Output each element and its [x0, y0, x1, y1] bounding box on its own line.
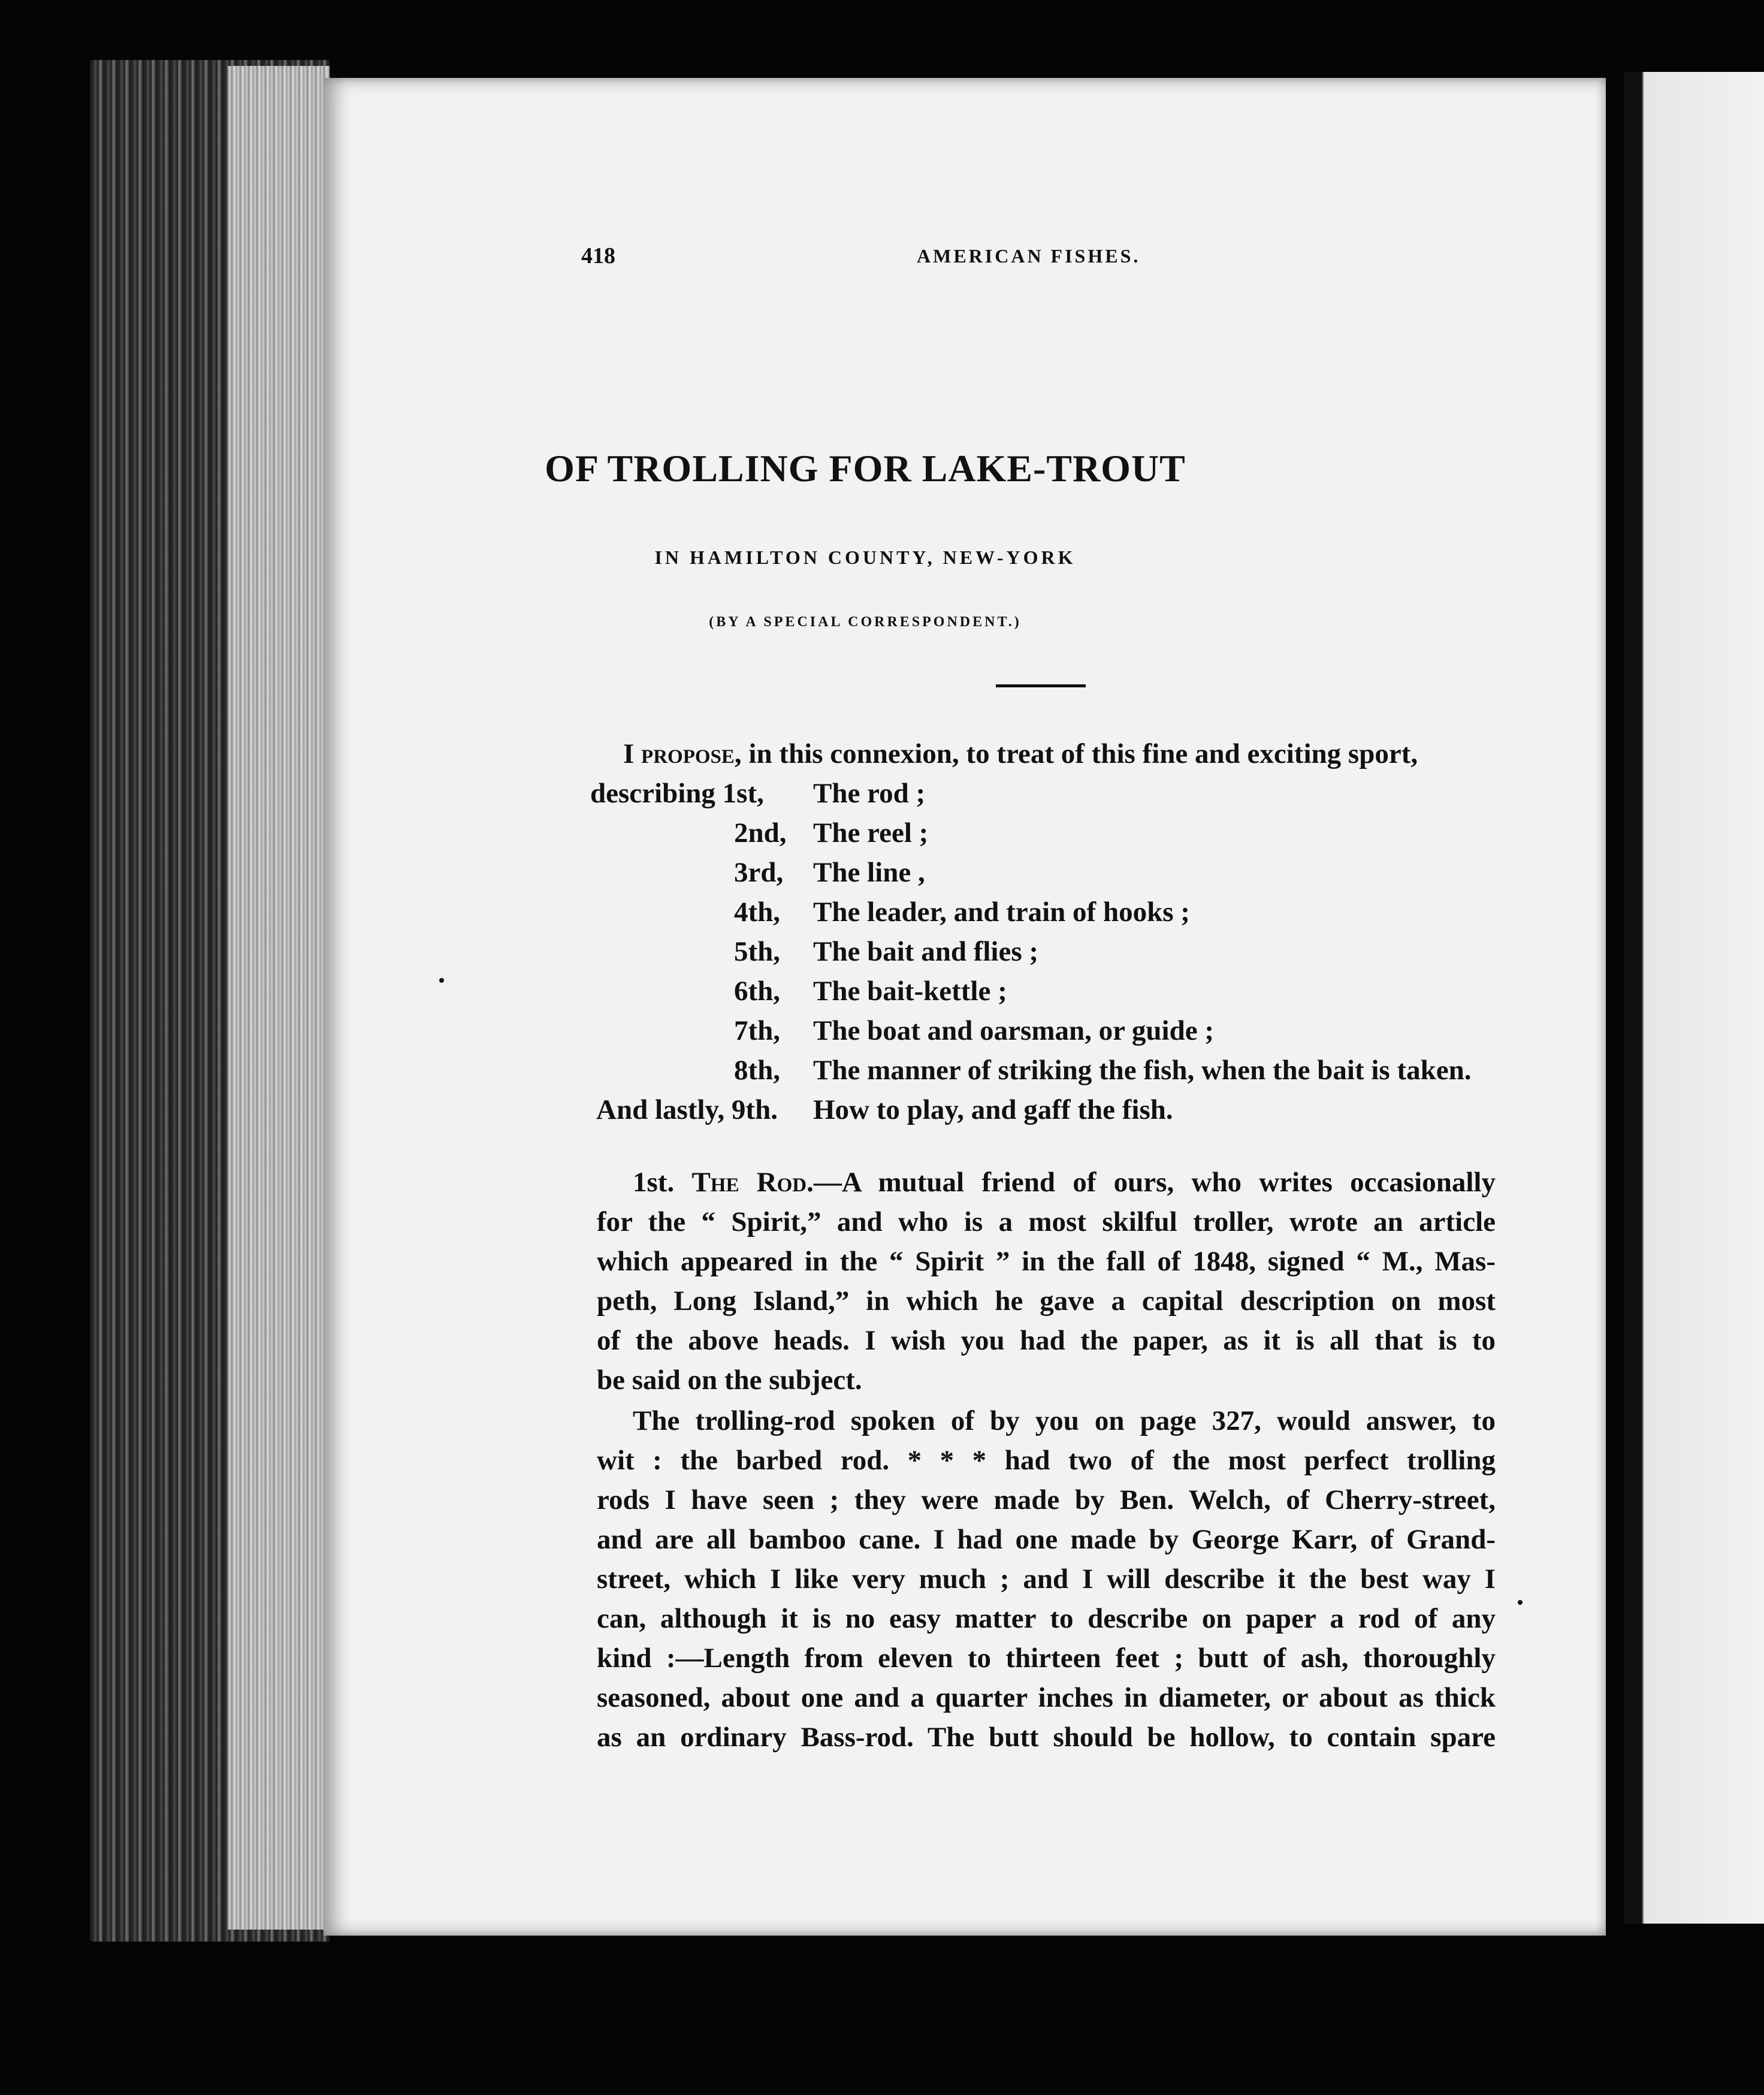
intro-line — [623, 734, 1418, 774]
list-item-number: 4th, — [734, 896, 781, 928]
list-item — [590, 892, 1549, 932]
para-line: rods I have seen ; they were made by Ben. Welch, of Cherry-street, — [597, 1484, 1496, 1516]
intro-lead: I propose — [623, 738, 735, 769]
para-line: of the above heads. I wish you had the paper, as it is all that is to — [597, 1325, 1496, 1356]
section-number: 1st. — [633, 1167, 675, 1198]
list-item-text: The line , — [813, 857, 925, 888]
para-line: The trolling-rod spoken of by you on page 327, would answer, to — [633, 1405, 1496, 1436]
para-line: can, although it is no easy matter to describe on paper a rod of any — [597, 1603, 1496, 1634]
list-item-number: 7th, — [734, 1015, 781, 1046]
para-line: and are all bamboo cane. I had one made by George Karr, of Grand- — [597, 1524, 1496, 1555]
list-item-text: The reel ; — [813, 817, 929, 849]
para-line: peth, Long Island,” in which he gave a capital description on most — [597, 1285, 1496, 1317]
list-item-number: describing 1st, — [590, 778, 764, 809]
list-item-text: The leader, and train of hooks ; — [813, 896, 1190, 928]
list-item — [590, 1050, 1549, 1090]
para-line: for the “ Spirit,” and who is a most skilful troller, wrote an article — [597, 1206, 1496, 1237]
list-item-number: 2nd, — [734, 817, 787, 849]
list-item-number: 3rd, — [734, 857, 784, 888]
para-line: wit : the barbed rod. * * * had two of the most perfect trolling — [597, 1445, 1496, 1476]
list-item-text: How to play, and gaff the fish. — [813, 1094, 1173, 1125]
list-item — [590, 853, 1549, 892]
intro-text: , in this connexion, to treat of this fine and exciting sport, — [734, 738, 1418, 769]
para-line — [597, 1163, 1496, 1202]
article-byline: (BY A SPECIAL CORRESPONDENT.) — [709, 614, 1022, 630]
article-subtitle: IN HAMILTON COUNTY, NEW-YORK — [654, 547, 1076, 568]
para-line: seasoned, about one and a quarter inches in diameter, or about as thick — [597, 1682, 1496, 1713]
list-item — [590, 813, 1549, 853]
topic-list — [590, 774, 1549, 1130]
scan-speck — [1518, 1600, 1523, 1605]
article-title: OF TROLLING FOR LAKE-TROUT — [545, 447, 1186, 490]
list-item — [590, 1011, 1549, 1050]
list-item-text: The rod ; — [813, 778, 926, 809]
scan-speck — [439, 978, 444, 983]
list-item — [590, 971, 1549, 1011]
list-item-text: The boat and oarsman, or guide ; — [813, 1015, 1214, 1046]
list-item-number: 5th, — [734, 936, 781, 967]
section-rule — [996, 684, 1086, 687]
list-item-number: 6th, — [734, 976, 781, 1007]
book-page-edges-light — [228, 66, 330, 1930]
para-line: kind :—Length from eleven to thirteen feet ; butt of ash, thoroughly — [597, 1643, 1496, 1674]
list-item-text: The bait-kettle ; — [813, 976, 1007, 1007]
list-item-text: The manner of striking the fish, when the bait is taken. — [813, 1055, 1472, 1086]
page-number: 418 — [581, 243, 615, 268]
list-item-number: And lastly, 9th. — [596, 1094, 778, 1125]
para-line: be said on the subject. — [597, 1365, 862, 1396]
running-title: AMERICAN FISHES. — [917, 245, 1141, 267]
facing-page-edge — [1624, 72, 1764, 1924]
list-item — [590, 1090, 1549, 1130]
para-line: which appeared in the “ Spirit ” in the fall of 1848, signed “ M., Mas- — [597, 1246, 1496, 1277]
paragraph-trolling-rod — [597, 1401, 1496, 1757]
section-heading: The Rod. — [691, 1167, 814, 1198]
list-item — [590, 932, 1549, 971]
list-item — [590, 774, 1549, 813]
para-line: street, which I like very much ; and I will describe it the best way I — [597, 1563, 1496, 1595]
list-item-text: The bait and flies ; — [813, 936, 1039, 967]
para-line-text: —A mutual friend of ours, who writes occasionally — [813, 1167, 1496, 1198]
paragraph-the-rod — [597, 1163, 1496, 1400]
para-line: as an ordinary Bass-rod. The butt should be hollow, to contain spare — [597, 1722, 1496, 1753]
list-item-number: 8th, — [734, 1055, 781, 1086]
